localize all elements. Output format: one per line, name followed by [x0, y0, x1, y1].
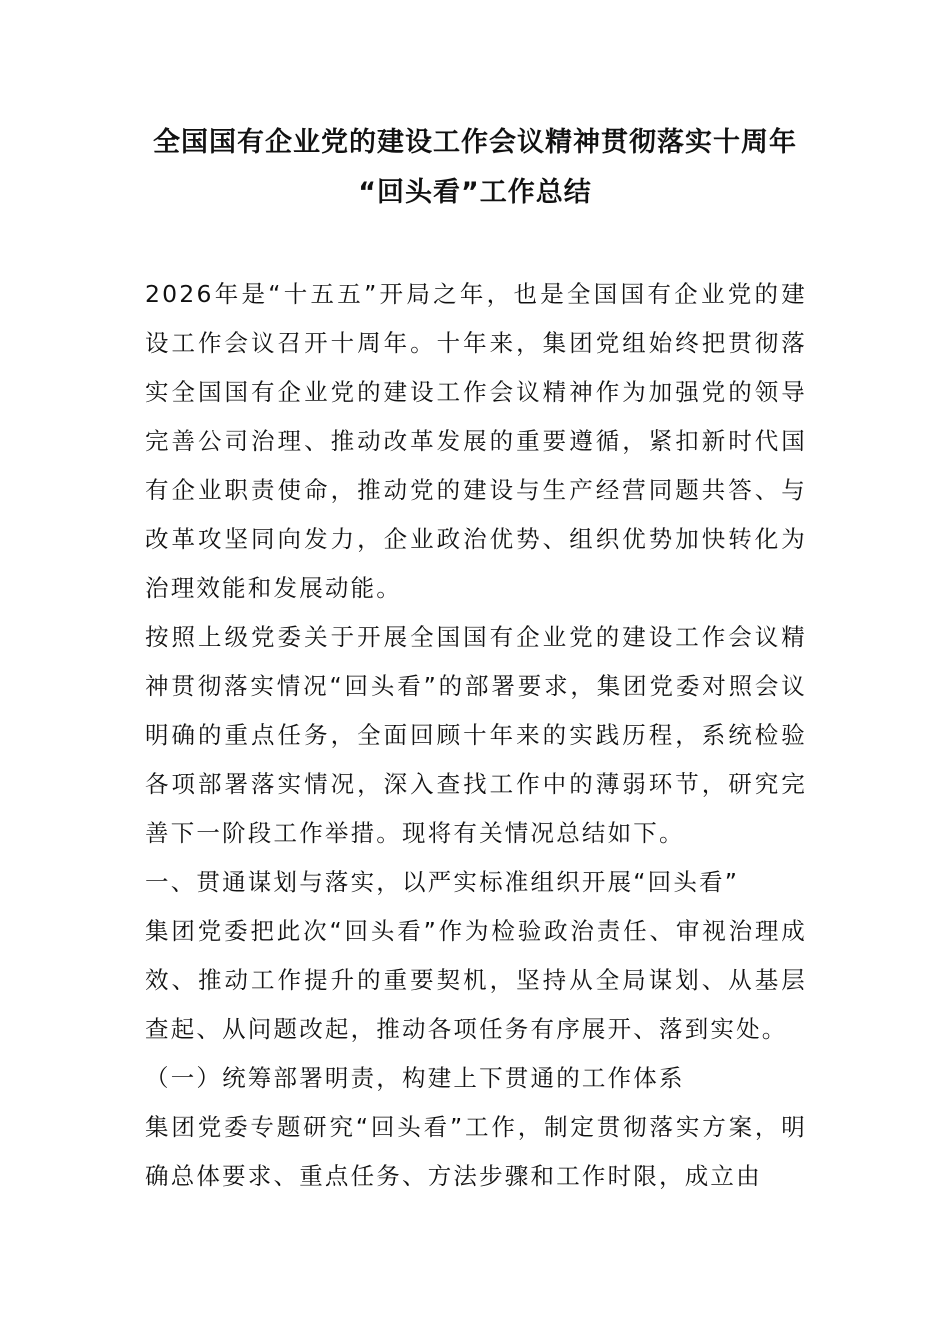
document-body [145, 270, 807, 1201]
document-title-line-1: 全国国有企业党的建设工作会议精神贯彻落实十周年 [153, 127, 797, 158]
document-title-line-2: “回头看”工作总结 [358, 177, 592, 208]
paragraph-intro: 2026年是“十五五”开局之年，也是全国国有企业党的建设工作会议召开十周年。十年来，集团党组始终把贯彻落实全国国有企业党的建设工作会议精神作为加强党的领导完善公司治理、推动改革发展的重要遵循，紧扣新时代国有企业职责使命，推动党的建设与生产经营同题共答、与改革攻坚同向发力，企业政治优势、组织优势加快转化为治理效能和发展动能。 [145, 280, 807, 602]
paragraph-subsection-1: 集团党委专题研究“回头看”工作，制定贯彻落实方案，明确总体要求、重点任务、方法步骤和工作时限，成立由 [145, 1113, 807, 1190]
section-heading-1: 一、贯通谋划与落实，以严实标准组织开展“回头看” [145, 868, 740, 896]
subsection-heading-1: （一）统筹部署明责，构建上下贯通的工作体系 [145, 1064, 685, 1092]
paragraph-background: 按照上级党委关于开展全国国有企业党的建设工作会议精神贯彻落实情况“回头看”的部署要求，集团党委对照会议明确的重点任务，全面回顾十年来的实践历程，系统检验各项部署落实情况，深入查找工作中的薄弱环节，研究完善下一阶段工作举措。现将有关情况总结如下。 [145, 623, 807, 847]
paragraph-section-1: 集团党委把此次“回头看”作为检验政治责任、审视治理成效、推动工作提升的重要契机，坚持从全局谋划、从基层查起、从问题改起，推动各项任务有序展开、落到实处。 [145, 917, 807, 1043]
